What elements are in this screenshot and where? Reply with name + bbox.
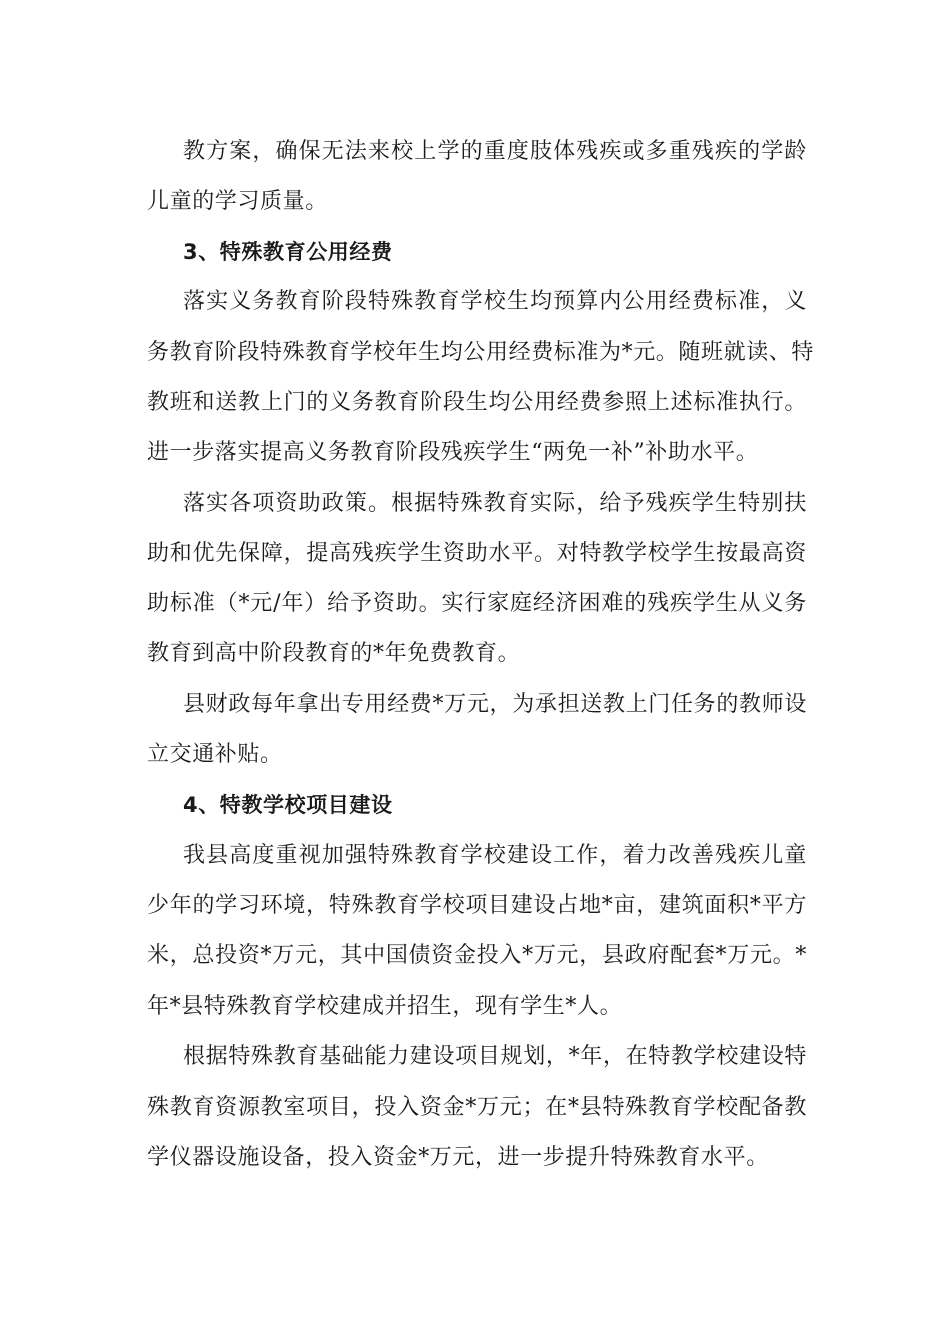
paragraph-line: 儿童的学习质量。 — [147, 189, 328, 214]
paragraph-line: 教方案，确保无法来校上学的重度肢体残疾或多重残疾的学龄 — [183, 139, 807, 164]
paragraph-line: 县财政每年拿出专用经费*万元，为承担送教上门任务的教师设 — [183, 692, 807, 717]
paragraph-line: 年*县特殊教育学校建成并招生，现有学生*人。 — [147, 994, 623, 1019]
paragraph-line: 学仪器设施设备，投入资金*万元，进一步提升特殊教育水平。 — [147, 1145, 769, 1170]
paragraph-line: 殊教育资源教室项目，投入资金*万元；在*县特殊教育学校配备教 — [147, 1095, 807, 1120]
paragraph-line: 教班和送教上门的义务教育阶段生均公用经费参照上述标准执行。 — [147, 390, 807, 415]
section-heading-3: 3、特殊教育公用经费 — [183, 240, 393, 264]
paragraph-line: 落实义务教育阶段特殊教育学校生均预算内公用经费标准，义 — [183, 289, 807, 314]
paragraph-line: 根据特殊教育基础能力建设项目规划，*年，在特教学校建设特 — [183, 1044, 807, 1069]
paragraph-line: 少年的学习环境，特殊教育学校项目建设占地*亩，建筑面积*平方 — [147, 893, 807, 918]
paragraph-line: 我县高度重视加强特殊教育学校建设工作，着力改善残疾儿童 — [183, 843, 807, 868]
paragraph-line: 教育到高中阶段教育的*年免费教育。 — [147, 641, 521, 666]
paragraph-line: 助和优先保障，提高残疾学生资助水平。对特教学校学生按最高资 — [147, 541, 807, 566]
section-heading-4: 4、特教学校项目建设 — [183, 793, 393, 817]
paragraph-line: 米，总投资*万元，其中国债资金投入*万元，县政府配套*万元。* — [147, 943, 807, 968]
paragraph-line: 务教育阶段特殊教育学校年生均公用经费标准为*元。随班就读、特 — [147, 340, 815, 365]
paragraph-line: 立交通补贴。 — [147, 742, 283, 767]
paragraph-line: 助标准（*元/年）给予资助。实行家庭经济困难的残疾学生从义务 — [147, 591, 807, 616]
paragraph-line: 落实各项资助政策。根据特殊教育实际，给予残疾学生特别扶 — [183, 491, 807, 516]
paragraph-line: 进一步落实提高义务教育阶段残疾学生“两免一补”补助水平。 — [147, 440, 759, 465]
